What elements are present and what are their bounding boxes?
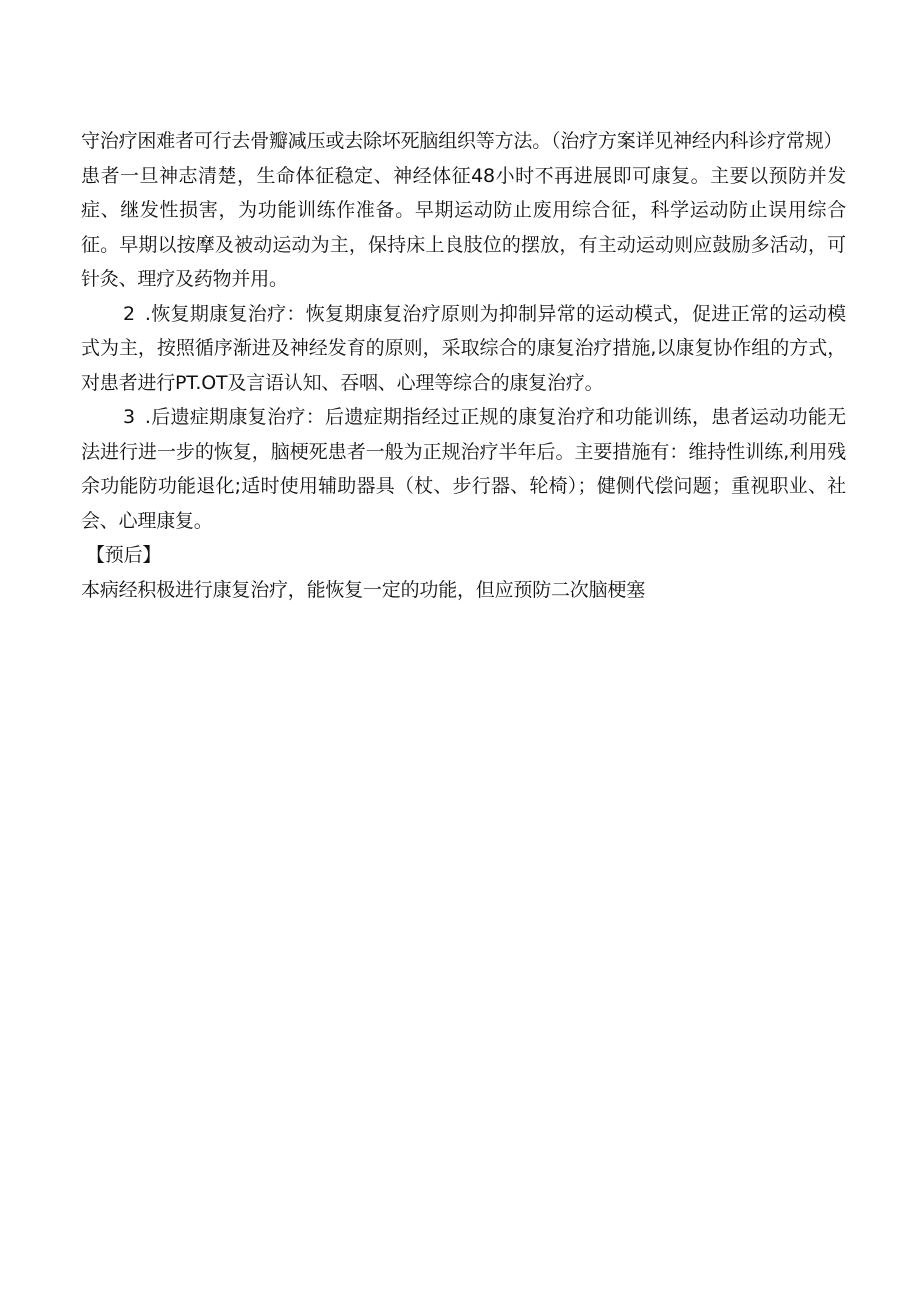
paragraph-prognosis: 本病经积极进行康复治疗，能恢复一定的功能，但应预防二次脑梗塞 xyxy=(81,578,646,601)
paragraph-recovery-phase xyxy=(81,297,846,401)
paragraph-surgery-note: 守治疗困难者可行去骨瓣减压或去除坏死脑组织等方法。（治疗方案详见神经内科诊疗常规） xyxy=(81,130,843,152)
paragraph-early-rehab: 患者一旦神志清楚，生命体征稳定、神经体征48小时不再进展即可康复。主要以预防并发症、继发性损害，为功能训练作准备。早期运动防止废用综合征，科学运动防止误用综合征。早期以按摩及被动运动为主，保持床上良肢位的摆放，有主动运动则应鼓励多活动，可针灸、理疗及药物并用。 xyxy=(81,164,846,290)
recovery-phase-text: .恢复期康复治疗：恢复期康复治疗原则为抑制异常的运动模式，促进正常的运动模式为主，按照循序渐进及神经发育的原则，采取综合的康复治疗措施,以康复协作组的方式，对患者进行PT.OT及言语认知、吞咽、心理等综合的康复治疗。 xyxy=(81,302,846,394)
sequela-phase-text: .后遗症期康复治疗：后遗症期指经过正规的康复治疗和功能训练，患者运动功能无法进行进一步的恢复，脑梗死患者一般为正规治疗半年后。主要措施有：维持性训练,利用残余功能防功能退化;适时使用辅助器具（杖、步行器、轮椅）；健侧代偿问题；重视职业、社会、心理康复。 xyxy=(81,406,846,532)
list-number-2: 2 xyxy=(123,302,135,325)
section-heading-prognosis: 【预后】 xyxy=(86,544,162,566)
paragraph-sequela-phase xyxy=(81,400,846,538)
list-number-3: 3 xyxy=(123,406,135,428)
document-body xyxy=(81,124,846,607)
